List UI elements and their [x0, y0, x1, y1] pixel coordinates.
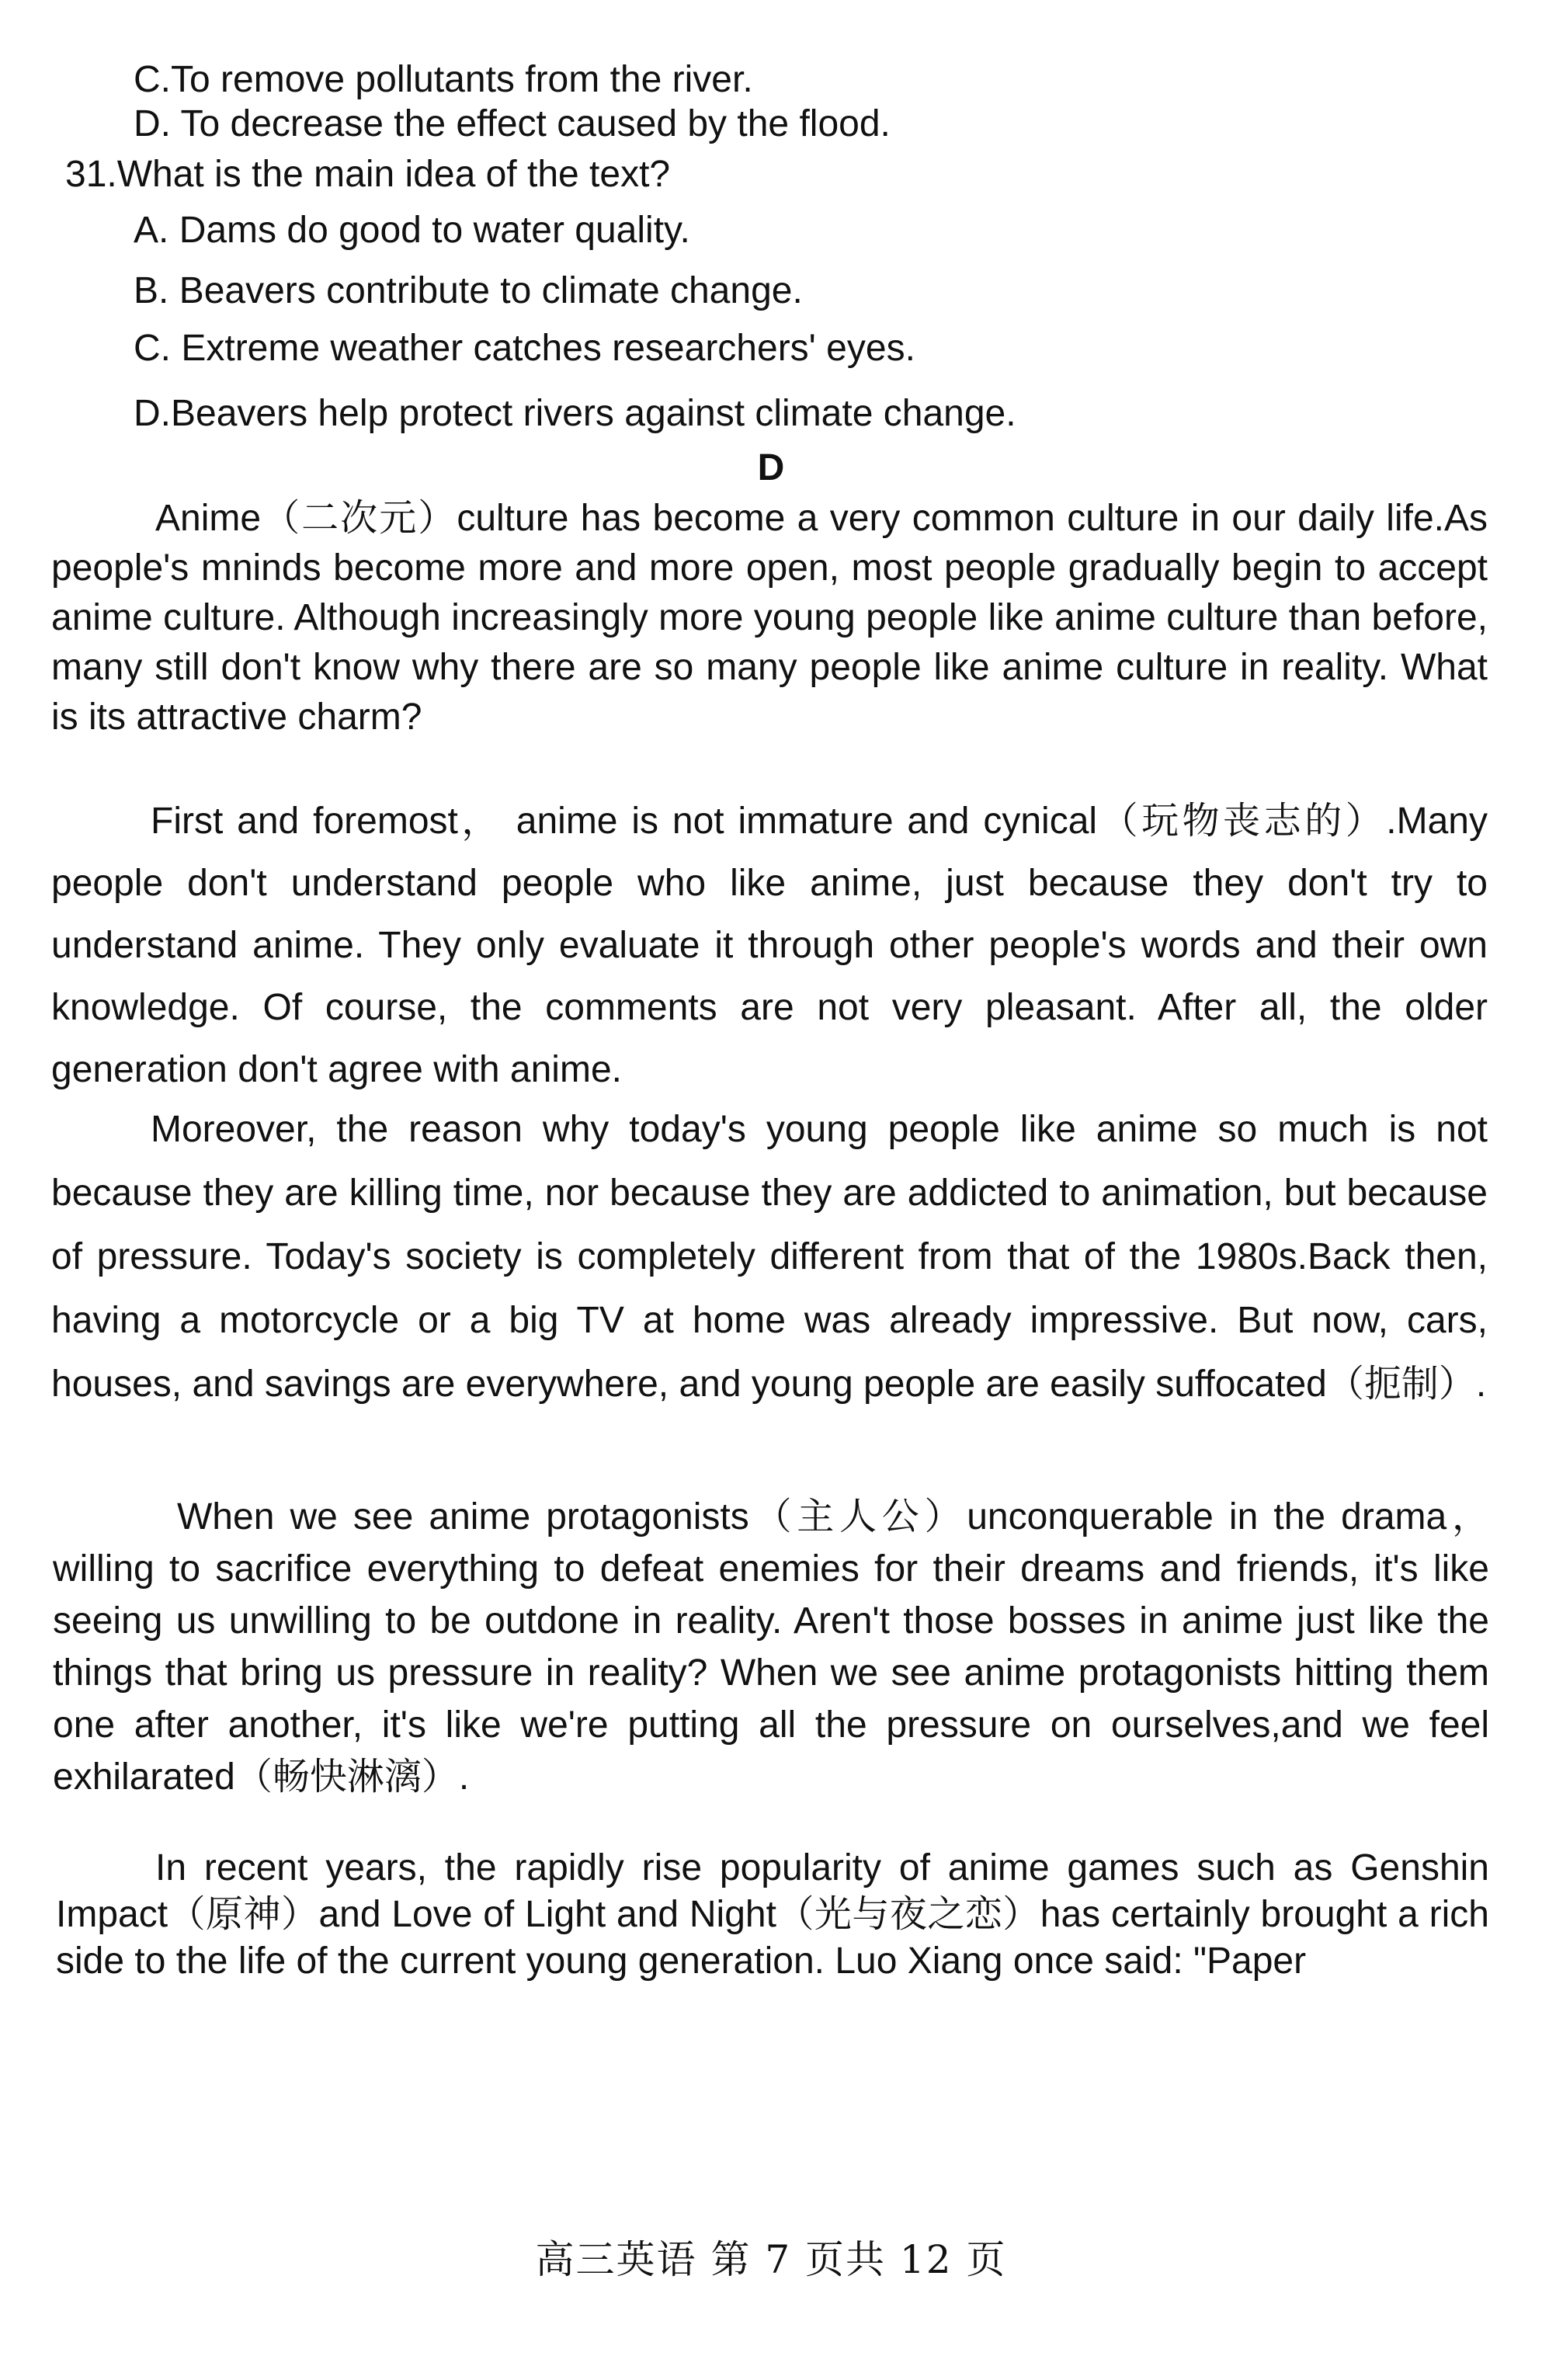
passage-paragraph-4: When we see anime protagonists（主人公）unconquerable in the drama，willing to sacrifice everything to defeat enemies for their dreams and friends, it's like seeing us unwilling to be outdone in reality. Aren't those bosses in anime just like the things that bring us pressure in reality? When we see anime protagonists hitting them one after another, it's like we're putting all the pressure on ourselves,and we feel exhilarated（畅快淋漓）. [53, 1496, 1489, 1798]
q31-option-a: A. Dams do good to water quality. [134, 210, 690, 251]
q31-option-c: C. Extreme weather catches researchers' eyes. [134, 328, 915, 369]
passage-paragraph-2: First and foremost， anime is not immature and cynical（玩物丧志的）.Many people don't understand people who like anime, just because they don't try to understand anime. They only evaluate it through other people's words and their own knowledge. Of course, the comments are not very pleasant. After all, the older generation don't agree with anime. [51, 801, 1488, 1090]
passage-paragraph-1: Anime（二次元）culture has become a very common culture in our daily life.As people's mninds become more and more open, most people gradually begin to accept anime culture. Although increasingly more young people like anime culture than before, many still don't know why there are so many people like anime culture in reality. What is its attractive charm? [51, 498, 1488, 738]
q30-option-c: C.To remove pollutants from the river. [134, 59, 753, 100]
passage-label: D [757, 447, 785, 488]
q30-option-d: D. To decrease the effect caused by the flood. [134, 103, 891, 144]
q31-option-d: D.Beavers help protect rivers against climate change. [134, 393, 1016, 434]
page-footer: 高三英语 第 7 页共 12 页 [535, 2237, 1007, 2282]
passage-paragraph-5: In recent years, the rapidly rise popularity of anime games such as Genshin Impact（原神）and Love of Light and Night（光与夜之恋）has certainly brought a rich side to the life of the current young generation. Luo Xiang once said: "Paper [56, 1847, 1489, 1982]
q31-stem: 31.What is the main idea of the text? [65, 154, 671, 195]
q31-option-b: B. Beavers contribute to climate change. [134, 270, 803, 311]
passage-paragraph-3: Moreover, the reason why today's young people like anime so much is not because they are killing time, nor because they are addicted to animation, but because of pressure. Today's society is completely different from that of the 1980s.Back then, having a motorcycle or a big TV at home was already impressive. But now, cars, houses, and savings are everywhere, and young people are easily suffocated（扼制）. [51, 1109, 1488, 1405]
